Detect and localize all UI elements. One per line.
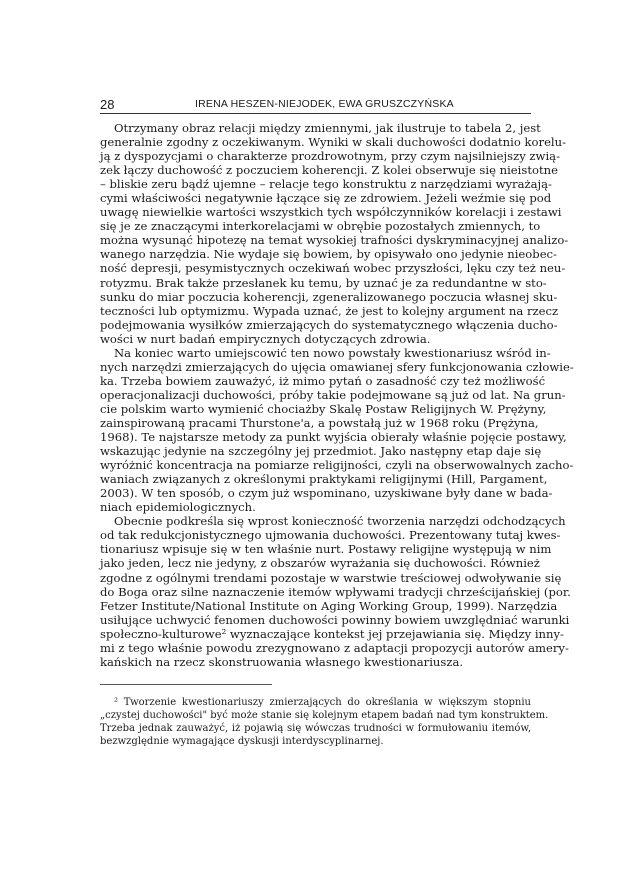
text-line: wskazując jedynie na szczególny jej przedmiot. Jako następny etap daje się [100,444,542,459]
header-rule [100,113,531,114]
page-header [100,97,531,113]
text-line: 1968). Te najstarsze metody za punkt wyjścia obierały właśnie pojęcie postawy, [100,430,567,445]
text-line: rotyzmu. Brak także przesłanek ku temu, by uznać je za redundantne w sto- [100,275,547,290]
text-line: zgodne z ogólnymi trendami pozostaje w warstwie treściowej odwoływanie się [100,570,562,585]
text-line: – bliskie zeru bądź ujemne – relacje tego konstruktu z narzędziami wyrażają- [100,177,552,192]
text-line: do Boga oraz silne naznaczenie itemów wpływami tradycji chrześcijańskiej (por. [100,584,571,599]
text-line: kańskich na rzecz skonstruowania własnego kwestionariusza. [100,654,464,669]
text-line: usiłujące uchwycić fenomen duchowości powinny bowiem uwzględniać warunki [100,612,570,627]
footnote-line: bezwzględnie wymagające dyskusji interdyscyplinarnej. [100,736,384,747]
running-title: IRENA HESZEN-NIEJODEK, EWA GRUSZCZYŃSKA [195,98,454,110]
text-line: jako jeden, lecz nie jedyny, z obszarów wyrażania się duchowości. Również [100,556,540,571]
text-line: ność depresji, pesymistycznych oczekiwań wobec przyszłości, lęku czy też neu- [100,261,566,276]
text-line: Na koniec warto umiejscowić ten nowo powstały kwestionariusz wśród in- [114,345,551,360]
text-line: Otrzymany obraz relacji między zmiennymi, jak ilustruje to tabela 2, jest [114,121,541,135]
text-line: zainspirowaną pracami Thurstone'a, a powstałą już w 1968 roku (Prężyna, [100,415,539,430]
footnote-rule [100,684,272,685]
text-line: podejmowania wysiłków zmierzających do systematycznego włączenia ducho- [100,317,558,332]
body-text [100,121,574,669]
text-line: ją z dyspozycjami o charakterze prozdrowotnym, przy czym najsilniejszy zwią- [100,149,560,164]
text-line: cymi właściwości negatywnie łączące się ze zdrowiem. Jeżeli weźmie się pod [100,191,552,206]
paragraph [100,514,571,669]
text-line: tionariusz wpisuje się w ten właśnie nurt. Postawy religijne występują w nim [100,542,552,557]
paragraph [100,345,574,515]
text-line: mi z tego właśnie powodu zrezygnowano z adaptacji propozycji autorów amery- [100,640,569,655]
text-line: Fetzer Institute/National Institute on Aging Working Group, 1999). Narzędzia [100,598,558,613]
paragraph [100,121,569,346]
text-line: uwagę niewielkie wartości wszystkich tych współczynników korelacji i zestawi [100,205,562,220]
text-line: można wysunąć hipotezę na temat wysokiej trafności dyskryminacyjnej analizo- [100,233,569,248]
text-line: wanego narzędzia. Nie wydaje się bowiem, by opisywało ono jedynie nieobec- [100,247,557,262]
text-line: generalnie zgodny z oczekiwanym. Wyniki w skali duchowości dodatnio korelu- [100,135,567,150]
text-line: sunku do miar poczucia koherencji, zgeneralizowanego poczucia własnej sku- [100,289,558,304]
text-line: niach epidemiologicznych. [100,500,256,515]
footnote-line: Trzeba jednak zauważyć, iż pojawią się wówczas trudności w formułowaniu itemów, [100,723,531,734]
text-line: wości w nurt badań empirycznych dotyczących zdrowia. [100,331,431,346]
text-line: się je ze znaczącymi interkorelacjami w obrębie pozostałych zmiennych, to [100,219,541,234]
footnote [100,696,549,748]
text-line: społeczno-kulturowe² wyznaczające kontekst jej przejawiania się. Między inny- [100,626,564,641]
text-line: nych narzędzi zmierzających do ujęcia omawianej sfery funkcjonowania człowie- [100,359,574,374]
text-line: zek łączy duchowość z poczuciem koherencji. Z kolei obserwuje się nieistotne [100,163,558,178]
text-line: operacjonalizacji duchowości, próby takie podejmowane są już od lat. Na grun- [100,387,566,402]
text-line: wyróżnić koncentracja na pomiarze religijności, czyli na obserwowalnych zacho- [100,458,574,473]
text-line: teczności lub optymizmu. Wypada uznać, że jest to kolejny argument na rzecz [100,303,559,318]
footnote-line: „czystej duchowości" być może stanie się kolejnym etapem badań nad tym konstruktem. [100,710,549,721]
text-line: Obecnie podkreśla się wprost konieczność tworzenia narzędzi odchodzących [114,514,566,529]
footnote-line: ² Tworzenie kwestionariuszy zmierzających do określania w większym stopniu [114,697,531,708]
page-number: 28 [100,97,115,112]
text-line: ka. Trzeba bowiem zauważyć, iż mimo pytań o zasadność czy też możliwość [100,373,546,388]
text-line: cie polskim warto wymienić chociażby Skalę Postaw Religijnych W. Prężyny, [100,401,547,416]
text-line: waniach związanych z określonymi praktykami religijnymi (Hill, Pargament, [100,472,548,487]
text-line: od tak redukcjonistycznego ujmowania duchowości. Prezentowany tutaj kwes- [100,528,561,543]
text-line: 2003). W ten sposób, o czym już wspominano, uzyskiwane były dane w bada- [100,486,553,501]
